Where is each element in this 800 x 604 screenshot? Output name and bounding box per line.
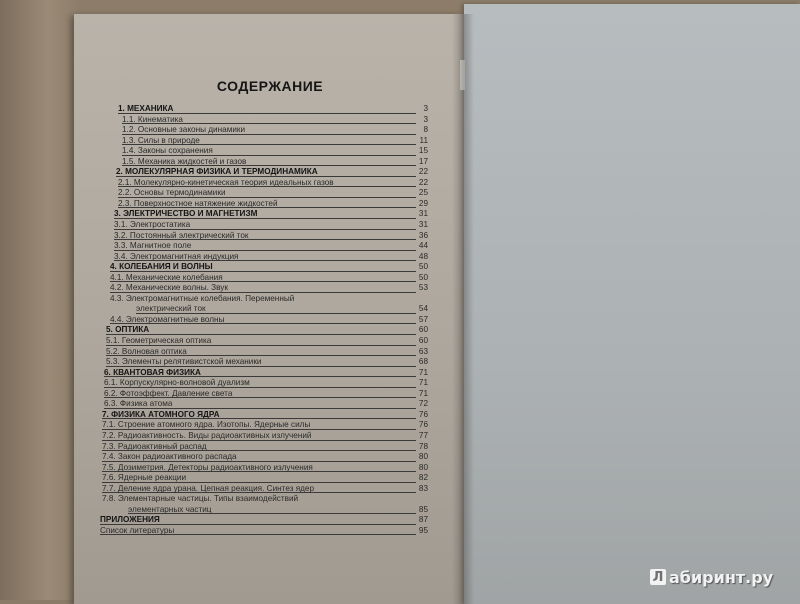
toc-chapter-row [98, 325, 428, 336]
toc-chapter-row [98, 167, 428, 178]
toc-entry-title: 2.3. Поверхностное натяжение жидкостей [118, 198, 278, 208]
toc-entry-title: Список литературы [100, 525, 175, 535]
toc-page-number: 71 [418, 367, 428, 377]
toc-page-number: 8 [423, 125, 428, 135]
toc-entry-row [98, 125, 428, 136]
toc-entry-title: 3.2. Постоянный электрический ток [114, 230, 249, 240]
toc-entry-row [98, 378, 428, 389]
toc-entry-title: 7.7. Деление ядра урана. Цепная реакция. Синтез ядер [102, 483, 315, 493]
toc-entry-row [98, 315, 428, 326]
toc-chapter-row [98, 515, 428, 526]
labirint-watermark [650, 566, 773, 588]
watermark-text: абиринт.ру [669, 567, 774, 587]
toc-entry-title: 6.2. Фотоэффект. Давление света [104, 388, 233, 398]
toc-entry-title: 5.2. Волновая оптика [106, 346, 187, 356]
toc-entry-title: 5. ОПТИКА [106, 325, 150, 335]
toc-page-number: 31 [418, 220, 428, 230]
toc-entry-title: 7.8. Элементарные частицы. Типы взаимодействий [102, 494, 299, 504]
toc-entry-title: 1.1. Кинематика [122, 114, 183, 124]
toc-entry-title: 6.3. Физика атома [104, 399, 173, 409]
toc-entry-title: 7.3. Радиоактивный распад [102, 441, 207, 451]
toc-page-number: 87 [418, 515, 428, 525]
toc-entry-title: 3.1. Электростатика [114, 220, 191, 230]
toc-entry-title: 7.5. Дозиметрия. Детекторы радиоактивного излучения [102, 462, 313, 472]
toc-page-number: 95 [418, 525, 428, 535]
toc-entry-row [98, 347, 428, 358]
toc-page-number: 22 [418, 167, 428, 177]
toc-entry-title: 3. ЭЛЕКТРИЧЕСТВО И МАГНЕТИЗМ [114, 209, 258, 219]
toc-entry-row [98, 452, 428, 463]
labirint-logo-icon: Л [650, 569, 666, 585]
toc-page-number: 85 [418, 504, 428, 514]
toc-entry-title: 4.1. Механические колебания [110, 272, 223, 282]
toc-page-number: 60 [418, 336, 428, 346]
toc-page-number: 17 [418, 156, 428, 166]
toc-page-number: 60 [418, 325, 428, 335]
toc-page-number: 53 [418, 283, 428, 293]
right-book-page [464, 4, 800, 604]
toc-entry-row [98, 199, 428, 210]
toc-entry-row [98, 304, 428, 315]
toc-page-number: 63 [418, 346, 428, 356]
toc-entry-row [98, 220, 428, 231]
toc-entry-title: 7.4. Закон радиоактивного распада [102, 452, 237, 462]
toc-page-number: 82 [418, 473, 428, 483]
toc-entry-title: 2.2. Основы термодинамики [118, 188, 226, 198]
toc-entry-title: ПРИЛОЖЕНИЯ [100, 515, 160, 525]
toc-page-number: 3 [423, 114, 428, 124]
toc-entry-title: 1.5. Механика жидкостей и газов [122, 156, 247, 166]
toc-entry-row [98, 473, 428, 484]
toc-entry-row [98, 157, 428, 168]
toc-entry-title: 4.4. Электромагнитные волны [110, 314, 225, 324]
toc-entry-title: 1.3. Силы в природе [122, 135, 200, 145]
toc-entry-row [98, 115, 428, 126]
toc-page-number: 48 [418, 251, 428, 261]
toc-chapter-row [98, 368, 428, 379]
toc-page-number: 44 [418, 241, 428, 251]
toc-chapter-row [98, 410, 428, 421]
toc-entry-row [98, 526, 428, 537]
toc-entry-row [98, 178, 428, 189]
toc-page-number: 11 [419, 135, 428, 145]
toc-entry-row [98, 494, 428, 505]
toc-entry-row [98, 252, 428, 263]
toc-page-number: 50 [418, 272, 428, 282]
toc-page-number: 31 [418, 209, 428, 219]
toc-entry-title: 4.3. Электромагнитные колебания. Переменный [110, 293, 295, 303]
toc-entry-row [98, 231, 428, 242]
toc-page-number: 71 [418, 388, 428, 398]
toc-entry-title: электрический ток [136, 304, 206, 314]
toc-title: СОДЕРЖАНИЕ [216, 78, 324, 94]
toc-entry-title: 7. ФИЗИКА АТОМНОГО ЯДРА [102, 409, 220, 419]
toc-entry-row [98, 431, 428, 442]
toc-entry-title: 5.3. Элементы релятивистской механики [106, 357, 262, 367]
toc-entry-row [98, 357, 428, 368]
toc-entry-row [98, 188, 428, 199]
toc-page-number: 25 [418, 188, 428, 198]
toc-entry-row [98, 241, 428, 252]
toc-entry-title: 2.1. Молекулярно-кинетическая теория идеальных газов [118, 177, 334, 187]
toc-entry-title: 1.2. Основные законы динамики [122, 125, 246, 135]
toc-page-number: 80 [418, 452, 428, 462]
toc-entry-row [98, 399, 428, 410]
toc-chapter-row [98, 209, 428, 220]
toc-leader-line [106, 334, 416, 335]
toc-entry-row [98, 463, 428, 474]
toc-entry-row [98, 273, 428, 284]
toc-page-number: 76 [418, 420, 428, 430]
toc-page-number: 15 [418, 146, 428, 156]
toc-page-number: 29 [418, 198, 428, 208]
toc-entry-row [98, 294, 428, 305]
toc-page-number: 3 [423, 104, 428, 113]
toc-entry-title: 7.6. Ядерные реакции [102, 473, 187, 483]
toc-entry-title: 5.1. Геометрическая оптика [106, 336, 212, 346]
toc-page-number: 77 [418, 430, 428, 440]
toc-entry-row [98, 420, 428, 431]
toc-entry-title: 4.2. Механические волны. Звук [110, 283, 228, 293]
toc-page-number: 68 [418, 357, 428, 367]
toc-entry-row [98, 484, 428, 495]
toc-chapter-row [98, 104, 428, 115]
toc-entry-title: 4. КОЛЕБАНИЯ И ВОЛНЫ [110, 262, 213, 272]
toc-page-number: 54 [418, 304, 428, 314]
toc-page-number: 83 [418, 483, 428, 493]
toc-entry-title: 6.1. Корпускулярно-волновой дуализм [104, 378, 250, 388]
toc-entry-row [98, 336, 428, 347]
book-gutter [452, 14, 474, 604]
toc-entry-row [98, 136, 428, 147]
toc-entry-row [98, 505, 428, 516]
toc-entry-title: 6. КВАНТОВАЯ ФИЗИКА [104, 367, 201, 377]
toc-page-number: 50 [418, 262, 428, 272]
toc-entry-row [98, 442, 428, 453]
toc-entry-title: 3.3. Магнитное поле [114, 241, 192, 251]
toc-entry-row [98, 389, 428, 400]
toc-page-number: 36 [418, 230, 428, 240]
toc-entry-row [98, 146, 428, 157]
toc-page-number: 80 [418, 462, 428, 472]
toc-entry-title: 2. МОЛЕКУЛЯРНАЯ ФИЗИКА И ТЕРМОДИНАМИКА [116, 167, 318, 177]
table-of-contents [98, 104, 428, 536]
toc-page-number: 78 [418, 441, 428, 451]
toc-page-number: 22 [418, 177, 428, 187]
toc-entry-title: 1.4. Законы сохранения [122, 146, 213, 156]
toc-page-number: 76 [418, 409, 428, 419]
toc-chapter-row [98, 262, 428, 273]
toc-page-number: 71 [418, 378, 428, 388]
toc-entry-title: 1. МЕХАНИКА [118, 104, 174, 113]
toc-entry-title: элементарных частиц [128, 504, 212, 514]
toc-page-number: 72 [418, 399, 428, 409]
toc-entry-row [98, 283, 428, 294]
toc-entry-title: 7.1. Строение атомного ядра. Изотопы. Ядерные силы [102, 420, 311, 430]
toc-page-number: 57 [418, 314, 428, 324]
toc-entry-title: 7.2. Радиоактивность. Виды радиоактивных излучений [102, 430, 312, 440]
toc-entry-title: 3.4. Электромагнитная индукция [114, 251, 239, 261]
